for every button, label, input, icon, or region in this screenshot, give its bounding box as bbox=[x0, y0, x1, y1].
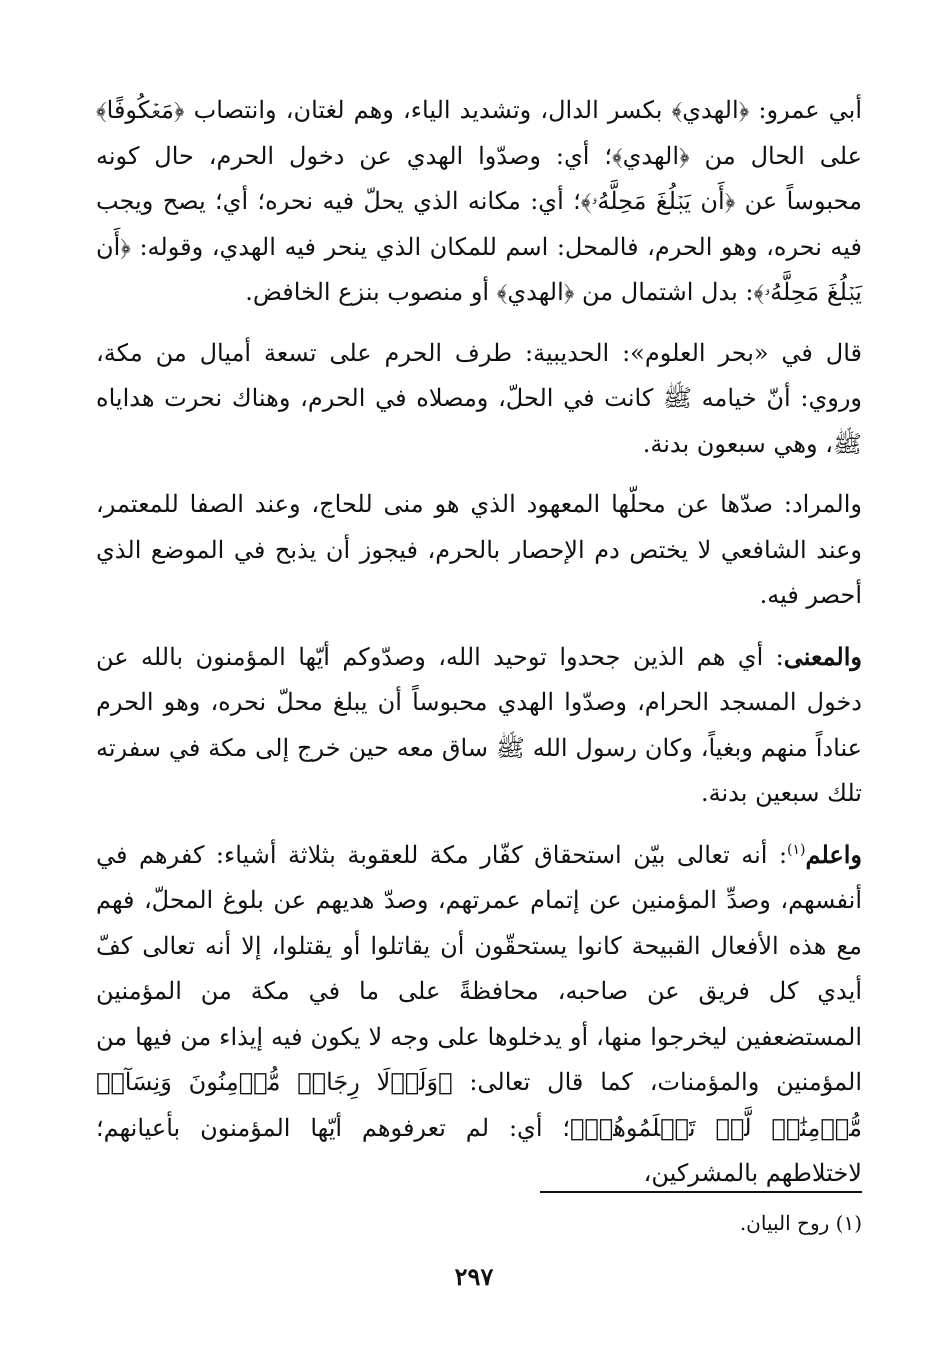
footnote-divider bbox=[540, 1191, 862, 1193]
paragraph-4 bbox=[96, 634, 862, 817]
page-number: ٢٩٧ bbox=[454, 1262, 494, 1291]
paragraph-4-text: : أي هم الذين جحدوا توحيد الله، وصدّوكم أيّها المؤمنون بالله عن دخول المسجد الحرام، وصدّوا الهدي محبوساً أن يبلغ محلّ نحره، وهو الحرم عناداً منهم وبغياً، وكان رسول الله ﷺ ساق معه حين خرج إلى مكة في سفرته تلك سبعين بدنة. bbox=[96, 642, 862, 807]
footnote: (١) روح البيان. bbox=[739, 1211, 862, 1235]
paragraph-4-lead: والمعنى bbox=[783, 641, 862, 671]
paragraph-2 bbox=[96, 331, 862, 468]
paragraph-5-lead: واعلم bbox=[805, 839, 863, 869]
footnote-reference: (١) bbox=[787, 841, 806, 858]
paragraph-5 bbox=[96, 832, 862, 1197]
paragraph-3-text: والمراد: صدّها عن محلّها المعهود الذي هو منى للحاج، وعند الصفا للمعتمر، وعند الشافعي لا يختص دم الإحصار بالحرم، فيجوز أن يذبح في الموضع الذي أحصر فيه. bbox=[96, 490, 862, 609]
paragraph-5-text: : أنه تعالى بيّن استحقاق كفّار مكة للعقوبة بثلاثة أشياء: كفرهم في أنفسهم، وصدِّ المؤمنين عن إتمام عمرتهم، وصدّ هديهم عن بلوغ المحلّ، فهم مع هذه الأفعال القبيحة كانوا يستحقّون أن يقاتلوا أو يقتلوا، إلا أنه تعالى كفّ أيدي كل فريق عن صاحبه، محافظةً على ما في مكة من المؤمنين المستضعفين ليخرجوا منها، أو يدخلوها على وجه لا يكون فيه إيذاء من فيها من المؤمنين والمؤمنات، كما قال تعالى: ﴿وَلَوۡلَا رِجَالٞ مُّؤۡمِنُونَ وَنِسَآءٞ مُّؤۡمِنَٰتٞ لَّمۡ تَعۡلَمُوهُمۡ﴾؛ أي: لم تعرفوهم أيّها المؤمنون بأعيانهم؛ لاختلاطهم بالمشركين، bbox=[96, 840, 862, 1187]
paragraph-2-text: قال في «بحر العلوم»: الحديبية: طرف الحرم على تسعة أميال من مكة، وروي: أنّ خيامه ﷺ كانت في الحلّ، ومصلاه في الحرم، وهناك نحرت هداياه ﷺ، وهي سبعون بدنة. bbox=[96, 338, 862, 458]
paragraph-1-text: أبي عمرو: ﴿الهدي﴾ بكسر الدال، وتشديد الياء، وهم لغتان، وانتصاب ﴿مَعۡكُوفًا﴾ على الحال من ﴿الهدي﴾؛ أي: وصدّوا الهدي عن دخول الحرم، حال كونه محبوساً عن ﴿أَن يَبۡلُغَ مَحِلَّهُۥ﴾؛ أي: مكانه الذي يحلّ فيه نحره؛ أي؛ يصح ويجب فيه نحره، وهو الحرم، فالمحل: اسم للمكان الذي ينحر فيه الهدي، وقوله: ﴿أَن يَبۡلُغَ مَحِلَّهُۥ﴾: بدل اشتمال من ﴿الهدي﴾ أو منصوب بنزع الخافض. bbox=[96, 96, 862, 306]
paragraph-1 bbox=[96, 88, 862, 316]
paragraph-3 bbox=[96, 482, 862, 619]
